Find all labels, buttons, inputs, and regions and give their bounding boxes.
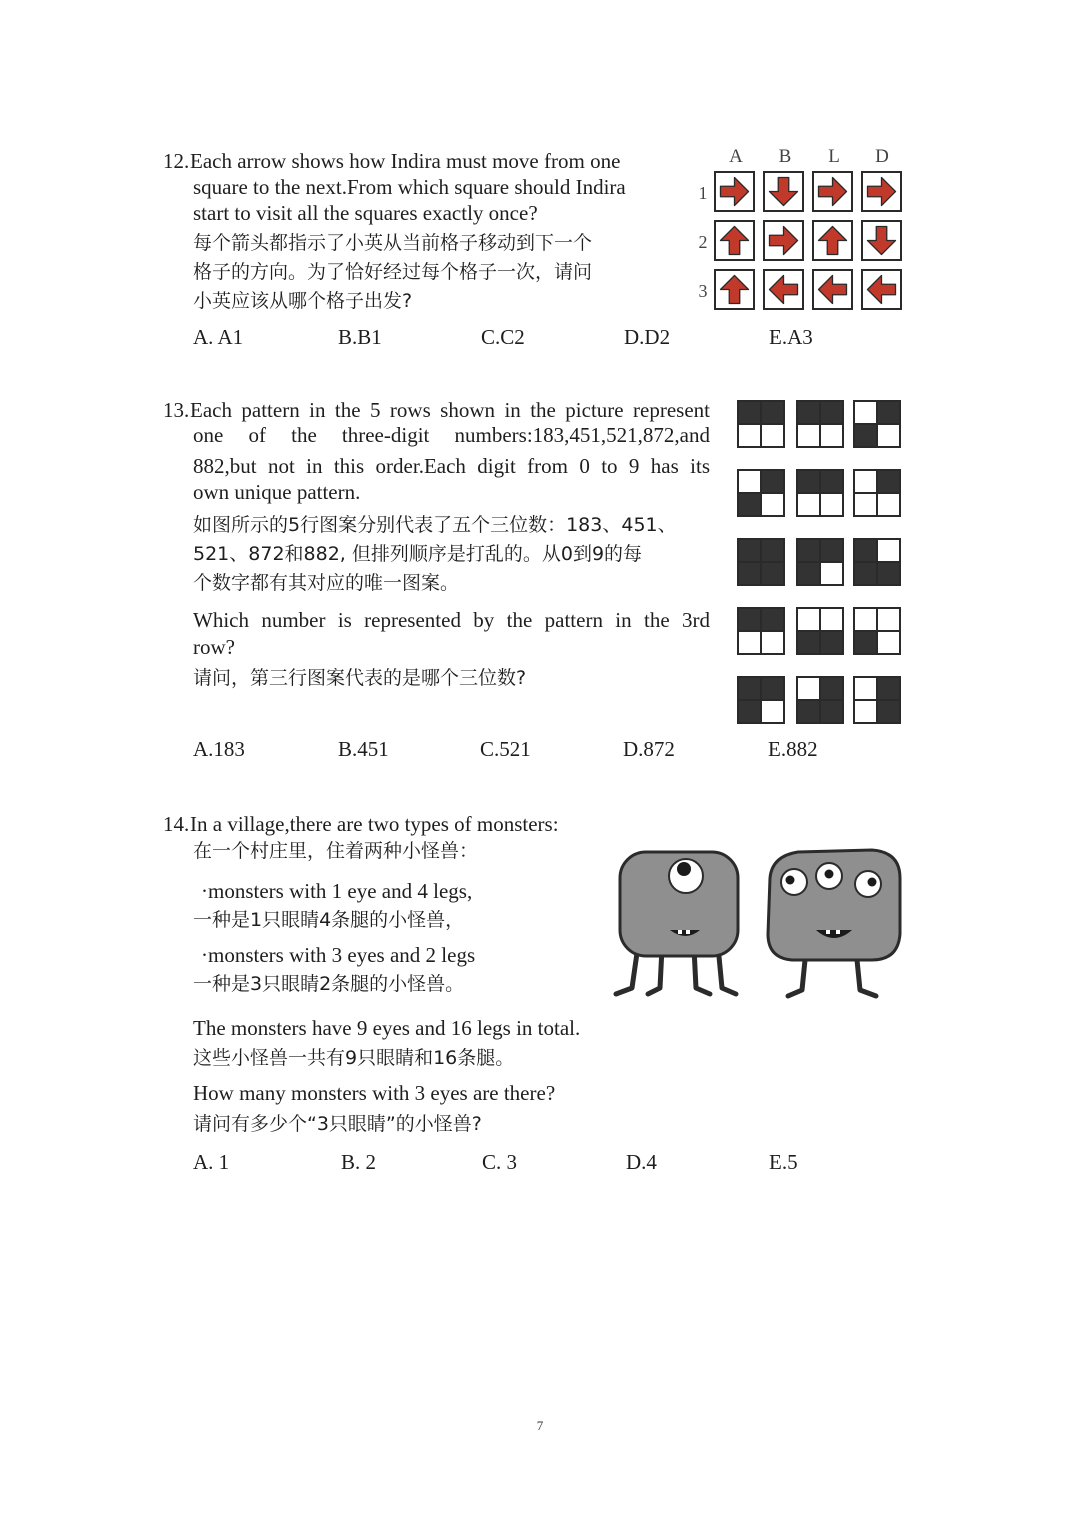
q13-text-line: Each pattern in the 5 rows shown in the picture represent <box>190 398 710 422</box>
pattern-quadrant <box>855 609 876 630</box>
pattern-quadrant <box>855 701 876 722</box>
arrow-cell <box>714 269 755 310</box>
pattern-quadrant <box>739 701 760 722</box>
pattern-tile <box>853 400 901 448</box>
q14-question: How many monsters with 3 eyes are there? <box>193 1081 556 1105</box>
arrow-left-icon <box>815 272 850 307</box>
pattern-quadrant <box>878 494 899 515</box>
pattern-tile <box>853 607 901 655</box>
pattern-tile <box>737 676 785 724</box>
pattern-quadrant <box>821 701 842 722</box>
q14-intro: In a village,there are two types of monsters: <box>190 812 559 836</box>
tooth <box>826 930 830 934</box>
arrow-right-icon <box>717 174 752 209</box>
monsters-illustration <box>610 838 906 1004</box>
pattern-quadrant <box>821 540 842 561</box>
pattern-tile <box>737 538 785 586</box>
pattern-tile <box>796 400 844 448</box>
q12-chinese-line: 小英应该从哪个格子出发? <box>193 290 413 312</box>
pattern-quadrant <box>762 425 783 446</box>
pattern-quadrant <box>739 540 760 561</box>
column-label: L <box>828 146 840 167</box>
pupil <box>868 878 877 887</box>
arrow-up-icon <box>717 272 752 307</box>
pattern-quadrant <box>878 402 899 423</box>
q13-text-line: 882,but not in this order.Each digit from 0 to 9 has its <box>193 454 710 478</box>
q14-bullet-two: ·monsters with 3 eyes and 2 legs <box>201 943 476 967</box>
q13-option-c[interactable]: C.521 <box>480 737 531 761</box>
pattern-quadrant <box>762 471 783 492</box>
q12-option-a[interactable]: A. A1 <box>193 325 244 349</box>
q13-chinese-line: 如图所示的5行图案分别代表了五个三位数：183、451、 <box>193 514 677 536</box>
pattern-quadrant <box>878 701 899 722</box>
pattern-quadrant <box>739 402 760 423</box>
pattern-quadrant <box>798 402 819 423</box>
arrow-cell <box>763 269 804 310</box>
q12-text-line: square to the next.From which square should Indira <box>193 175 626 199</box>
pattern-quadrant <box>798 701 819 722</box>
q13-question-line: row? <box>193 635 235 659</box>
pattern-quadrant <box>821 609 842 630</box>
q12-chinese-line: 格子的方向。为了恰好经过每个格子一次，请问 <box>193 261 593 283</box>
q12-option-d[interactable]: D.D2 <box>624 325 671 349</box>
pattern-quadrant <box>878 563 899 584</box>
pattern-quadrant <box>855 471 876 492</box>
q13-option-e[interactable]: E.882 <box>768 737 818 761</box>
q14-option-e[interactable]: E.5 <box>769 1150 798 1174</box>
q13-option-b[interactable]: B.451 <box>338 737 389 761</box>
pattern-quadrant <box>855 632 876 653</box>
pattern-quadrant <box>739 425 760 446</box>
arrow-cell <box>861 220 902 261</box>
pattern-quadrant <box>762 701 783 722</box>
pattern-quadrant <box>762 540 783 561</box>
arrow-cell <box>714 171 755 212</box>
pattern-quadrant <box>762 563 783 584</box>
q14-question-chinese: 请问有多少个“3只眼睛”的小怪兽? <box>193 1113 482 1135</box>
pattern-quadrant <box>821 471 842 492</box>
q14-option-d[interactable]: D.4 <box>626 1150 657 1174</box>
pupil <box>677 862 691 876</box>
pattern-quadrant <box>798 609 819 630</box>
row-label: 1 <box>698 183 708 203</box>
q14-option-c[interactable]: C. 3 <box>482 1150 518 1174</box>
pattern-quadrant <box>878 425 899 446</box>
pattern-quadrant <box>855 678 876 699</box>
page-number: 7 <box>536 1418 544 1433</box>
arrow-up-icon <box>815 223 850 258</box>
arrow-grid <box>696 146 906 314</box>
pattern-tile <box>796 676 844 724</box>
q13-number: 13. <box>163 398 190 422</box>
q13-option-a[interactable]: A.183 <box>193 737 245 761</box>
q14-intro-chinese: 在一个村庄里，住着两种小怪兽： <box>193 840 479 862</box>
pattern-quadrant <box>878 609 899 630</box>
arrow-left-icon <box>766 272 801 307</box>
q14-bullet-one: ·monsters with 1 eye and 4 legs, <box>201 879 473 903</box>
pattern-quadrant <box>762 609 783 630</box>
arrow-cell <box>861 171 902 212</box>
q13-chinese-line: 521、872和882, 但排列顺序是打乱的。从0到9的每 <box>193 543 643 565</box>
arrow-cell <box>714 220 755 261</box>
pattern-tile <box>853 538 901 586</box>
pattern-quadrant <box>798 563 819 584</box>
pattern-quadrant <box>762 678 783 699</box>
column-label: B <box>778 146 792 167</box>
pattern-quadrant <box>739 632 760 653</box>
q12-option-e[interactable]: E.A3 <box>769 325 813 349</box>
pupil <box>825 870 834 879</box>
pattern-quadrant <box>878 678 899 699</box>
pattern-tile <box>853 469 901 517</box>
arrow-right-icon <box>815 174 850 209</box>
tooth <box>836 930 840 934</box>
pattern-quadrant <box>739 609 760 630</box>
pattern-quadrant <box>762 632 783 653</box>
pattern-quadrant <box>762 402 783 423</box>
pattern-quadrant <box>821 494 842 515</box>
row-label: 2 <box>698 232 708 252</box>
pattern-quadrant <box>798 678 819 699</box>
pattern-quadrant <box>878 632 899 653</box>
pattern-quadrant <box>739 563 760 584</box>
pattern-tile <box>796 538 844 586</box>
arrow-cell <box>763 171 804 212</box>
pattern-quadrant <box>739 678 760 699</box>
tooth <box>678 930 682 934</box>
arrow-right-icon <box>864 174 899 209</box>
pattern-tile <box>853 676 901 724</box>
pattern-quadrant <box>798 494 819 515</box>
pattern-quadrant <box>855 494 876 515</box>
pattern-tile <box>737 607 785 655</box>
pattern-quadrant <box>798 540 819 561</box>
arrow-cell <box>812 269 853 310</box>
arrow-up-icon <box>717 223 752 258</box>
pattern-tile <box>737 469 785 517</box>
q12-chinese-line: 每个箭头都指示了小英从当前格子移动到下一个 <box>193 232 593 254</box>
pattern-quadrant <box>878 471 899 492</box>
row-label: 3 <box>698 281 708 301</box>
q12-text-line: Each arrow shows how Indira must move from one <box>190 149 621 173</box>
pattern-grid <box>737 400 903 724</box>
arrow-cell <box>812 220 853 261</box>
pattern-quadrant <box>739 471 760 492</box>
tooth <box>686 930 690 934</box>
arrow-cell <box>812 171 853 212</box>
arrow-left-icon <box>864 272 899 307</box>
q14-number: 14. <box>163 812 190 836</box>
q14-bullet-two-chinese: 一种是3只眼睛2条腿的小怪兽。 <box>193 973 465 995</box>
pattern-quadrant <box>821 632 842 653</box>
q13-text-line: one of the three-digit numbers:183,451,521,872,and <box>193 423 710 447</box>
q14-total: The monsters have 9 eyes and 16 legs in total. <box>193 1016 581 1040</box>
q12-number: 12. <box>163 149 190 173</box>
q13-text-line: own unique pattern. <box>193 480 361 504</box>
q14-bullet-one-chinese: 一种是1只眼睛4条腿的小怪兽， <box>193 909 465 931</box>
pattern-quadrant <box>798 471 819 492</box>
pupil <box>786 876 795 885</box>
pattern-quadrant <box>855 425 876 446</box>
q13-question-line: Which number is represented by the pattern in the 3rd <box>193 608 710 632</box>
q12-option-c[interactable]: C.C2 <box>481 325 525 349</box>
arrow-down-icon <box>766 174 801 209</box>
pattern-quadrant <box>855 402 876 423</box>
q13-question-chinese: 请问，第三行图案代表的是哪个三位数? <box>193 667 527 689</box>
pattern-quadrant <box>878 540 899 561</box>
pattern-quadrant <box>821 425 842 446</box>
column-label: A <box>729 146 743 167</box>
pattern-quadrant <box>855 563 876 584</box>
column-label: D <box>875 146 889 167</box>
pattern-quadrant <box>798 425 819 446</box>
q14-option-b[interactable]: B. 2 <box>341 1150 377 1174</box>
pattern-tile <box>796 607 844 655</box>
q12-option-b[interactable]: B.B1 <box>338 325 382 349</box>
pattern-quadrant <box>821 402 842 423</box>
arrow-cell <box>861 269 902 310</box>
q13-chinese-line: 个数字都有其对应的唯一图案。 <box>193 572 460 594</box>
q12-text-line: start to visit all the squares exactly once? <box>193 201 538 225</box>
arrow-right-icon <box>766 223 801 258</box>
pattern-tile <box>737 400 785 448</box>
arrow-down-icon <box>864 223 899 258</box>
pattern-tile <box>796 469 844 517</box>
pattern-quadrant <box>798 632 819 653</box>
q14-total-chinese: 这些小怪兽一共有9只眼睛和16条腿。 <box>193 1047 515 1069</box>
pattern-quadrant <box>762 494 783 515</box>
pattern-quadrant <box>821 678 842 699</box>
pattern-quadrant <box>739 494 760 515</box>
arrow-cell <box>763 220 804 261</box>
q13-option-d[interactable]: D.872 <box>623 737 675 761</box>
pattern-quadrant <box>855 540 876 561</box>
pattern-quadrant <box>821 563 842 584</box>
q14-option-a[interactable]: A. 1 <box>193 1150 230 1174</box>
